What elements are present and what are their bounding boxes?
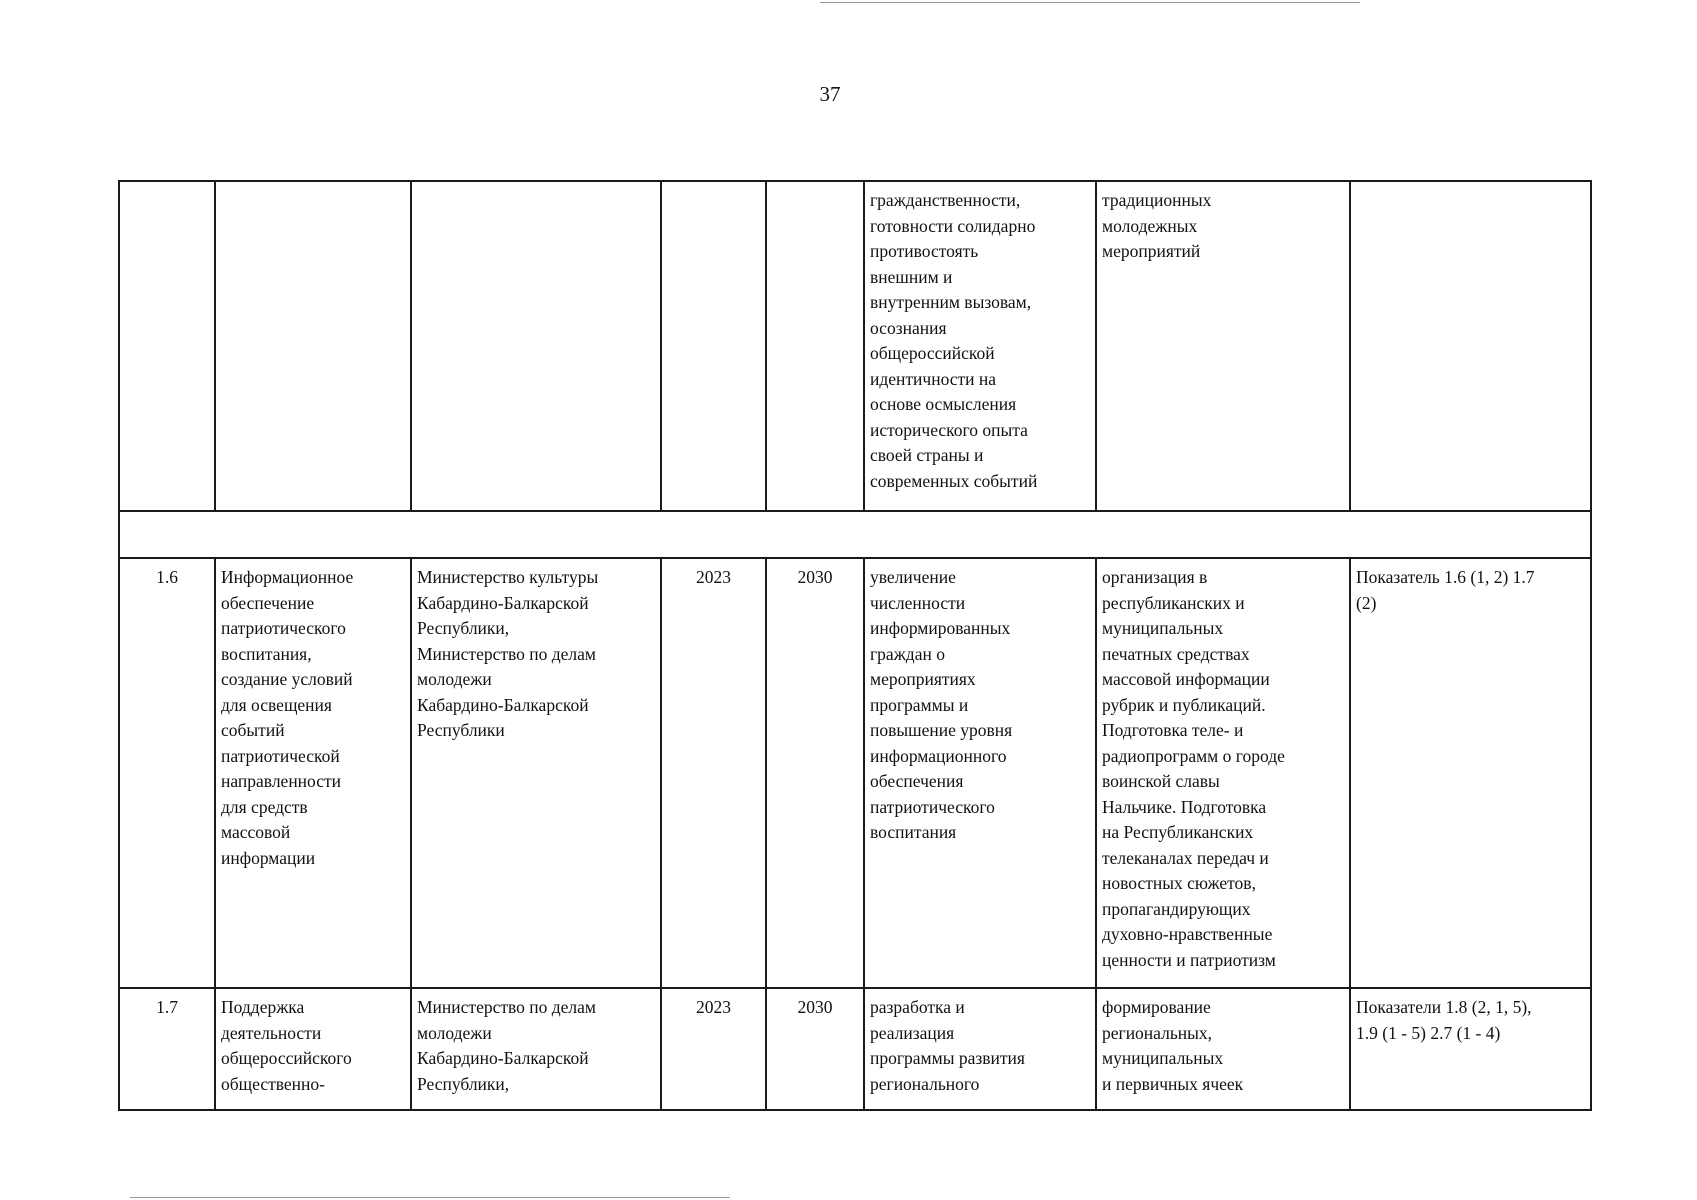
table-cell-result (864, 181, 1096, 511)
scan-artifact-bottom (130, 1197, 730, 1198)
description-text: формирование региональных, муниципальных и первичных ячеек (1102, 997, 1244, 1094)
table-cell-indicators (1350, 558, 1591, 988)
table-cell (766, 181, 864, 511)
table-cell-description (1096, 558, 1350, 988)
table-row (119, 558, 1591, 988)
table-cell-executor (411, 988, 661, 1110)
table-cell (215, 181, 411, 511)
program-table (118, 180, 1592, 1111)
result-text: гражданственности, готовности солидарно противостоять внешним и внутренним вызовам, осознания общероссийской идентичности на основе осмысления исторического опыта своей страны и современных событий (870, 190, 1038, 491)
indicators-text: Показатели 1.8 (2, 1, 5), 1.9 (1 - 5) 2.7 (1 - 4) (1356, 997, 1532, 1043)
table-cell-name (215, 988, 411, 1110)
table-cell (411, 181, 661, 511)
activity-name: Информационное обеспечение патриотического воспитания, создание условий для освещения событий патриотической направленности для средств массовой информации (221, 567, 354, 868)
row-number: 1.7 (119, 988, 215, 1110)
table-cell-result (864, 558, 1096, 988)
executor-text: Министерство культуры Кабардино-Балкарской Республики, Министерство по делам молодежи Кабардино-Балкарской Республики (417, 567, 599, 740)
scan-artifact-top (820, 2, 1360, 3)
page-number: 37 (819, 82, 841, 106)
indicators-text: Показатель 1.6 (1, 2) 1.7 (2) (1356, 567, 1535, 613)
activity-name: Поддержка деятельности общероссийского общественно- (221, 997, 352, 1094)
result-text: увеличение численности информированных граждан о мероприятиях программы и повышение уровня информационного обеспечения патриотического воспитания (870, 567, 1013, 842)
table-cell-description (1096, 181, 1350, 511)
table-cell-description (1096, 988, 1350, 1110)
table-cell-executor (411, 558, 661, 988)
description-text: традиционных молодежных мероприятий (1102, 190, 1212, 261)
row-number: 1.6 (119, 558, 215, 988)
end-year: 2030 (766, 988, 864, 1110)
table-cell (119, 181, 215, 511)
table-row (119, 988, 1591, 1110)
table-cell-name (215, 558, 411, 988)
executor-text: Министерство по делам молодежи Кабардино-Балкарской Республики, (417, 997, 597, 1094)
table-cell (661, 181, 766, 511)
table-cell-spacer (119, 511, 1591, 558)
table-cell-result (864, 988, 1096, 1110)
table-cell-indicators (1350, 988, 1591, 1110)
description-text: организация в республиканских и муниципальных печатных средствах массовой информации рубрик и публикаций. Подготовка теле- и радиопрограмм о городе воинской славы Нальчике. Подготовка на Республиканских телеканалах передач и новостных сюжетов, пропагандирующих духовно-нравственные ценности и патриотизм (1102, 567, 1285, 970)
table-row-continuation (119, 181, 1591, 511)
start-year: 2023 (661, 988, 766, 1110)
result-text: разработка и реализация программы развития регионального (870, 997, 1025, 1094)
end-year: 2030 (766, 558, 864, 988)
table-row-spacer (119, 511, 1591, 558)
start-year: 2023 (661, 558, 766, 988)
table-cell (1350, 181, 1591, 511)
